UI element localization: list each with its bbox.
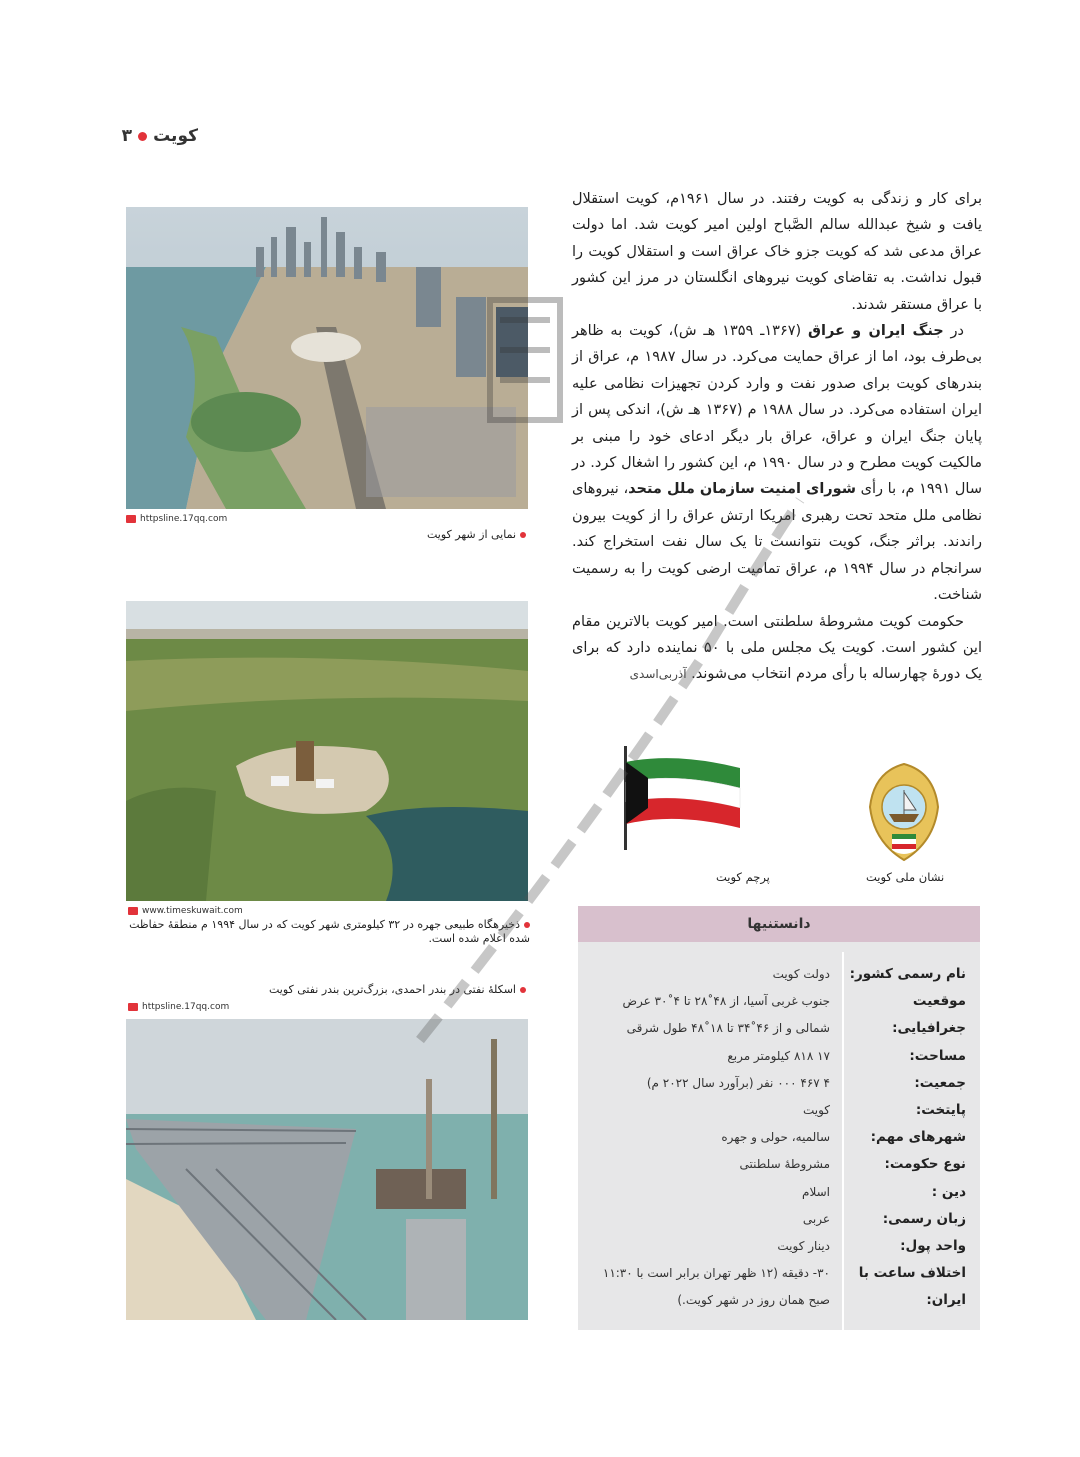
facts-value: سالمیه، حولی و جهره bbox=[721, 1130, 830, 1145]
caption-bullet-icon bbox=[524, 922, 530, 928]
caption-city: نمایی از شهر کویت bbox=[427, 528, 526, 542]
facts-row bbox=[578, 1178, 980, 1206]
facts-label: دین : bbox=[931, 1183, 966, 1200]
facts-label: جمعیت: bbox=[914, 1074, 966, 1091]
bold-term-un: شورای امنیت سازمان ملل متحد bbox=[628, 481, 856, 498]
facts-row bbox=[578, 987, 980, 1015]
caption-bullet-icon bbox=[520, 532, 526, 538]
facts-value: اسلام bbox=[802, 1184, 830, 1199]
kuwait-city-photo bbox=[126, 207, 528, 509]
caption-reserve: ذخیرهگاه طبیعی جهره در ۳۲ کیلومتری شهر کویت که در سال ۱۹۹۴ م منطقهٔ حفاظت شده اعلام شده است. bbox=[129, 918, 530, 945]
facts-label: زبان رسمی: bbox=[882, 1210, 966, 1227]
facts-row bbox=[578, 960, 980, 988]
facts-label: نوع حکومت: bbox=[884, 1156, 966, 1173]
facts-row bbox=[578, 1205, 980, 1233]
facts-value: عربی bbox=[802, 1211, 830, 1226]
facts-row bbox=[578, 1096, 980, 1124]
facts-value: صبح همان روز در شهر کویت.) bbox=[677, 1293, 830, 1308]
facts-value: دولت کویت bbox=[772, 967, 830, 981]
facts-label: جغرافیایی: bbox=[892, 1020, 966, 1037]
bold-term-war: جنگ ایران و عراق bbox=[808, 323, 944, 340]
photo-credit-city: httpsline.17qq.com bbox=[126, 514, 227, 524]
facts-box bbox=[578, 906, 980, 1330]
page-number: ۳ bbox=[121, 126, 133, 146]
camera-icon bbox=[126, 515, 136, 523]
facts-row bbox=[578, 1232, 980, 1260]
facts-label: موقعیت bbox=[912, 993, 966, 1010]
facts-value: دینار کویت bbox=[777, 1239, 830, 1253]
facts-value: مشروطهٔ سلطنتی bbox=[739, 1157, 830, 1172]
facts-label: پایتخت: bbox=[915, 1102, 966, 1118]
article-body bbox=[572, 186, 982, 688]
facts-row bbox=[578, 1150, 980, 1178]
jahra-reserve-photo bbox=[126, 601, 528, 901]
camera-icon bbox=[128, 907, 138, 915]
facts-label: اختلاف ساعت با bbox=[858, 1265, 966, 1282]
facts-value: ۳۰- دقیقه (۱۲ ظهر تهران برابر است با ۱۱:۳۰ bbox=[602, 1266, 830, 1281]
facts-value: جنوب غربی آسیا، از ۴۸˚۲۸ تا ۴˚۳۰ عرض bbox=[622, 994, 830, 1009]
facts-value: کویت bbox=[802, 1103, 830, 1117]
paragraph-2: در جنگ ایران و عراق (۱۳۶۷ـ ۱۳۵۹ هـ ش)، کویت به ظاهر بی‌طرف بود، اما از عراق حمایت می‌کرد. در سال ۱۹۸۷ م، عراق از بندرهای کویت برای صدور نفت و وارد کردن تجهیزات نظامی علیه ایران استفاده می‌کرد. در سال ۱۹۸۸ م (۱۳۶۷ هـ ش)، اندکی پس از پایان جنگ ایران و عراق، عراق بار دیگر ادعای خود را مبنی بر مالکیت کویت مطرح و در سال ۱۹۹۰ م، این کشور را اشغال کرد. در سال ۱۹۹۱ م، با رأی شورای امنیت سازمان ملل متحد، نیروهای نظامی ملل متحد تحت رهبری امریکا ارتش عراق را از کویت بیرون راندند. براثر جنگ، کویت نتوانست تا یک سال نفت استخراج کند. سرانجام در سال ۱۹۹۴ م، عراق تمامیت ارضی کویت را به رسمیت شناخت. bbox=[572, 323, 983, 604]
page-header bbox=[122, 126, 198, 146]
paragraph-1: برای کار و زندگی به کویت رفتند. در سال ۱۹۶۱م، کویت استقلال یافت و شیخ عبدالله سالم الصَّباح اولین امیر کویت شد. اما دولت عراق مدعی شد که کویت جزو خاک عراق است و استقلال کویت را قبول نداشت. به تقاضای کویت نیروهای انگلستان در مرز این کشور با عراق مستقر شدند. bbox=[572, 191, 982, 313]
paragraph-3: حکومت کویت مشروطهٔ سلطنتی است. امیر کویت بالاترین مقام این کشور است. کویت یک مجلس ملی با ۵۰ نماینده دارد که برای یک دورهٔ چهارساله با رأی مردم انتخاب می‌شوند. آذربی‌اسدی bbox=[572, 613, 982, 683]
facts-row bbox=[578, 1259, 980, 1287]
facts-value: ۴ ۴۶۷ ۰۰۰ نفر (برآورد سال ۲۰۲۲ م) bbox=[646, 1075, 830, 1090]
flag-caption: پرچم کویت bbox=[716, 870, 770, 884]
facts-label: مساحت: bbox=[909, 1047, 966, 1064]
facts-row bbox=[578, 1014, 980, 1042]
camera-icon bbox=[128, 1003, 138, 1011]
kuwait-emblem-icon bbox=[864, 762, 944, 862]
facts-value: ۱۷ ۸۱۸ کیلومتر مربع bbox=[727, 1048, 830, 1063]
caption-port: اسکلهٔ نفتی در بندر احمدی، بزرگ‌ترین بندر نفتی کویت bbox=[269, 983, 526, 997]
facts-label: واحد پول: bbox=[900, 1238, 966, 1254]
facts-row bbox=[578, 1286, 980, 1314]
facts-label: ایران: bbox=[926, 1292, 966, 1309]
emblem-caption: نشان ملی کویت bbox=[866, 870, 945, 884]
author-signature: آذربی‌اسدی bbox=[629, 667, 687, 682]
facts-value: شمالی و از ۴۶˚۳۴ تا ۱۸˚۴۸ طول شرقی bbox=[626, 1021, 830, 1036]
facts-label: نام رسمی کشور: bbox=[849, 966, 966, 982]
red-dot-icon bbox=[138, 132, 147, 141]
photo-credit-reserve: www.timeskuwait.com bbox=[128, 906, 243, 916]
ahmadi-port-photo bbox=[126, 1019, 528, 1320]
facts-row bbox=[578, 1123, 980, 1151]
caption-bullet-icon bbox=[520, 987, 526, 993]
facts-row bbox=[578, 1042, 980, 1070]
facts-row bbox=[578, 1069, 980, 1097]
kuwait-flag-icon bbox=[616, 742, 744, 852]
chapter-title: کویت bbox=[153, 126, 198, 146]
facts-title: دانستنیها bbox=[578, 906, 980, 942]
photo-credit-port: httpsline.17qq.com bbox=[128, 1002, 229, 1012]
facts-label: شهرهای مهم: bbox=[870, 1129, 966, 1146]
